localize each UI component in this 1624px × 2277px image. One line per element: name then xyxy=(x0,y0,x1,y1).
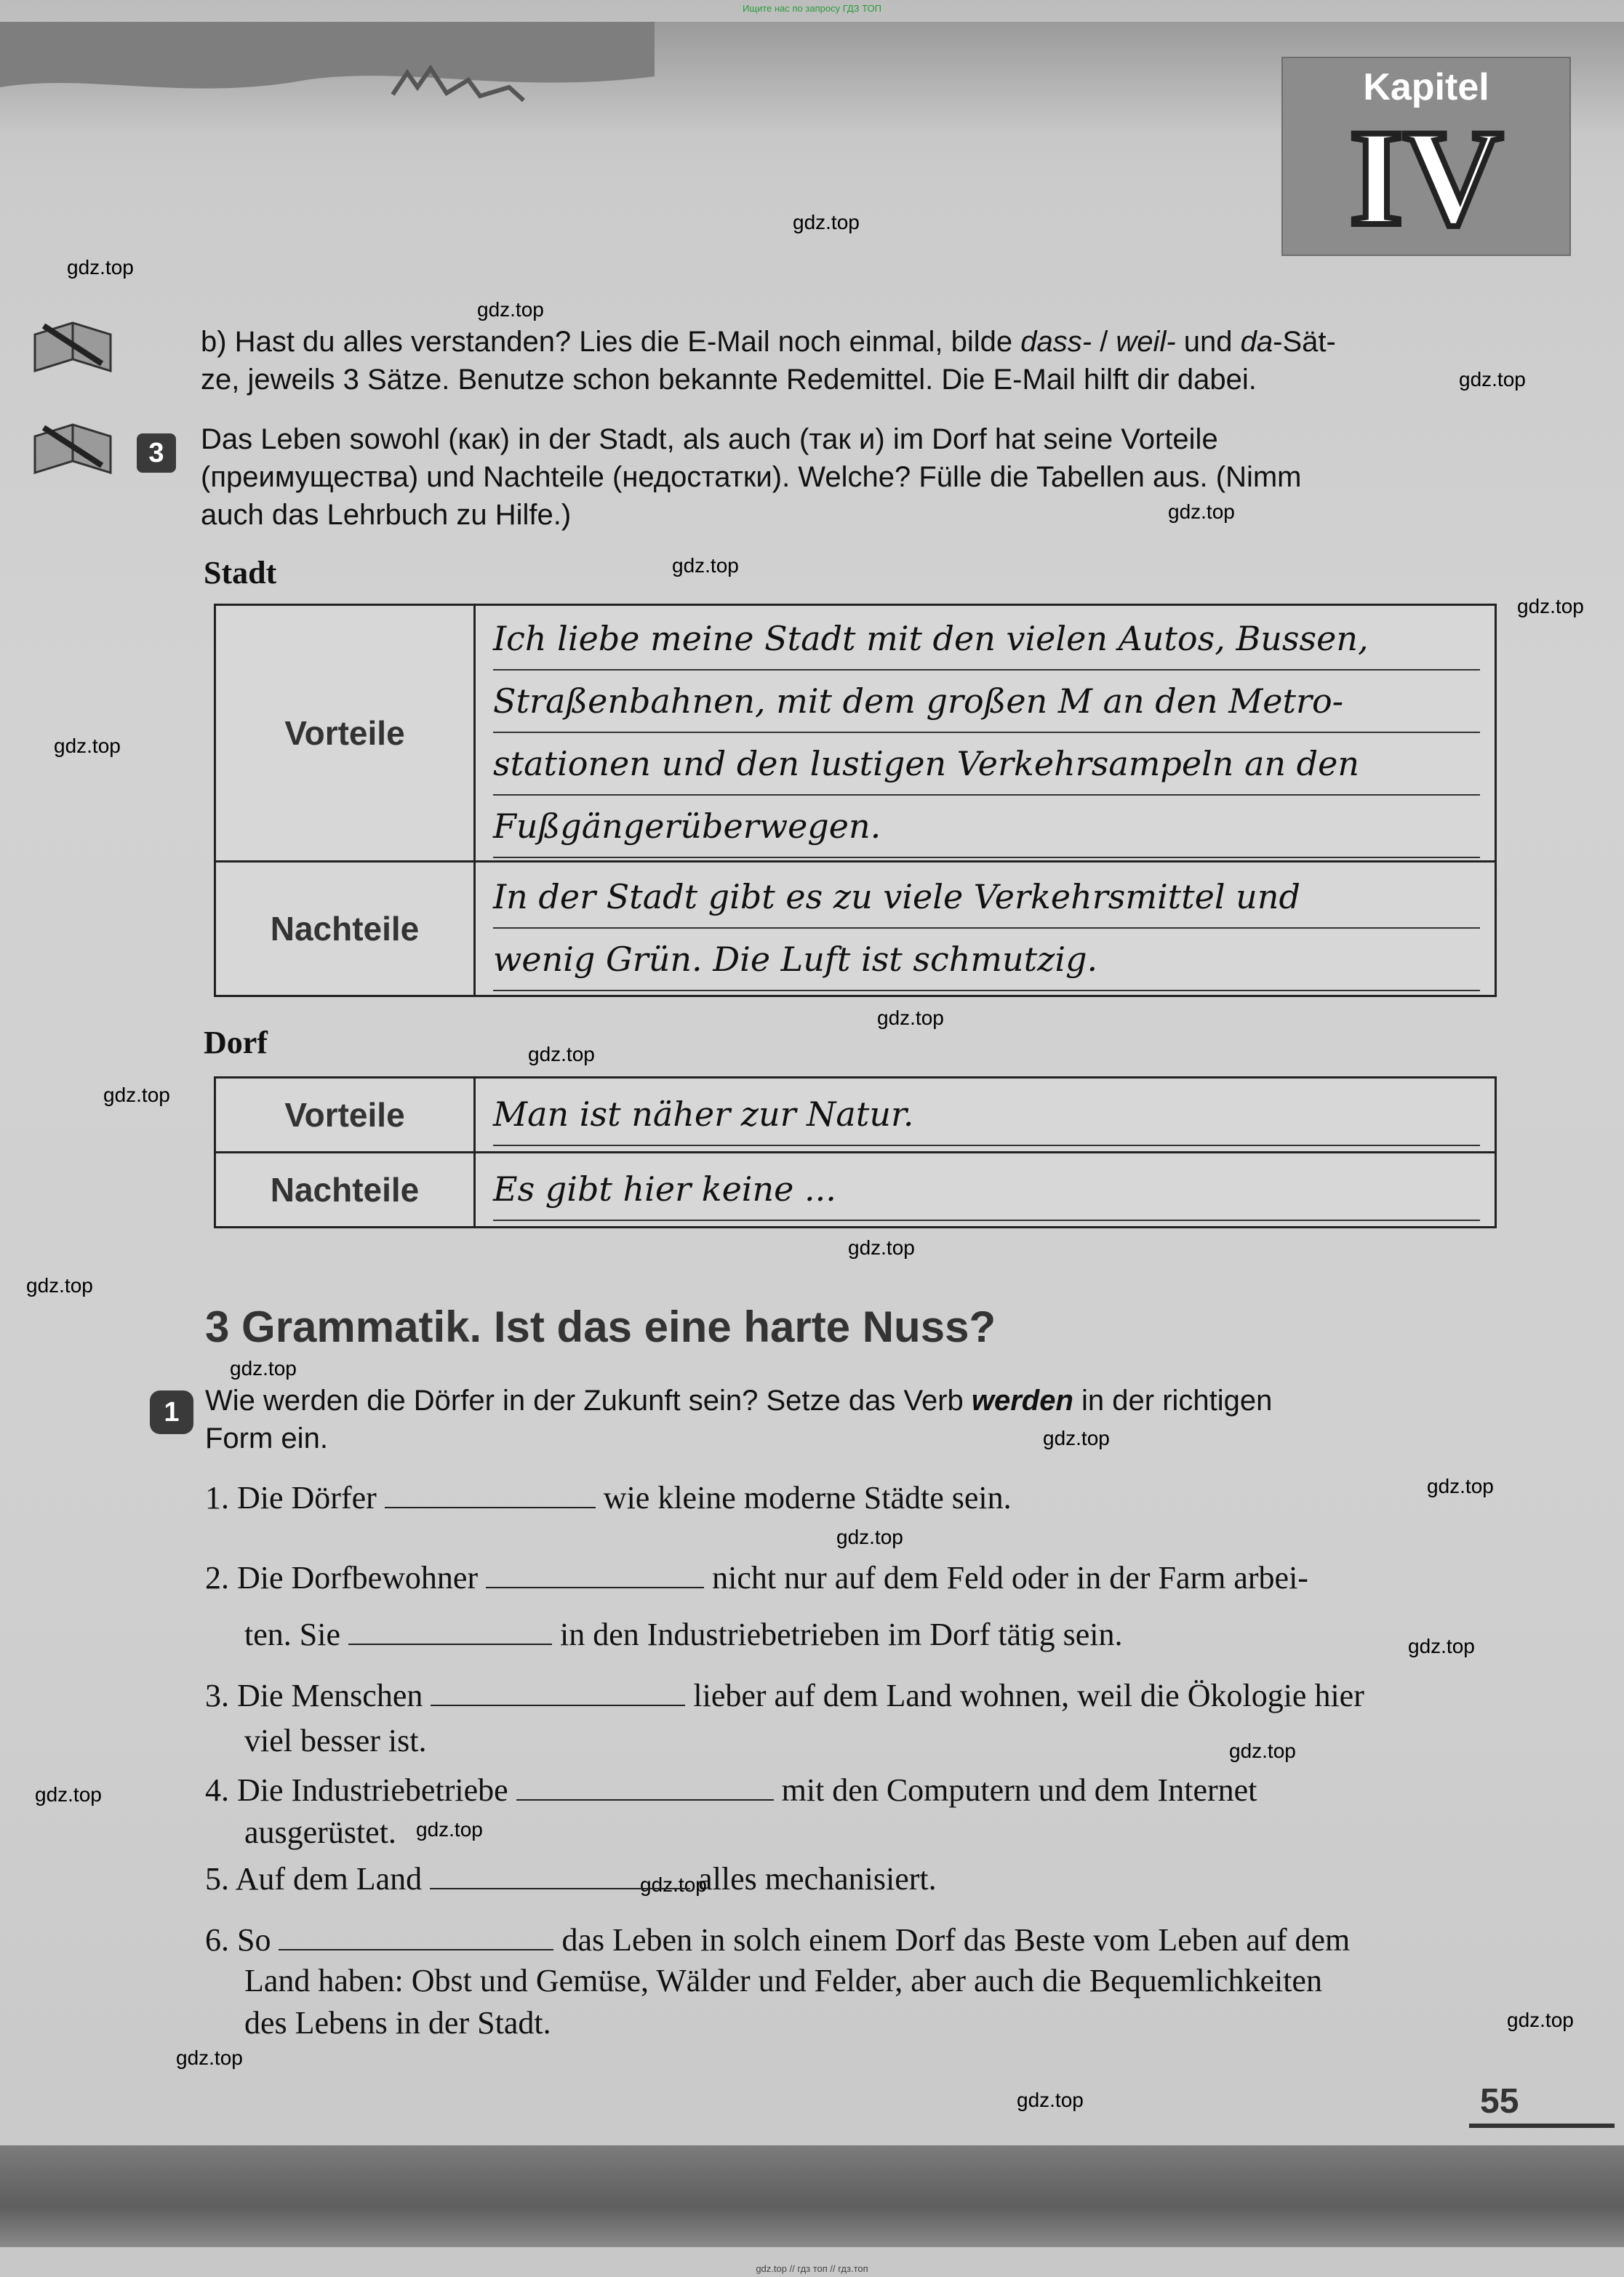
watermark: gdz.top xyxy=(103,1084,170,1106)
watermark: gdz.top xyxy=(793,211,860,233)
answer-blank[interactable] xyxy=(430,1888,690,1889)
answer-blank[interactable] xyxy=(385,1507,596,1508)
answer-line: Ich liebe meine Stadt mit den vielen Autos, Bussen, xyxy=(493,608,1480,671)
grammar-section-title: 3 Grammatik. Ist das eine harte Nuss? xyxy=(205,1302,996,1351)
answer-blank[interactable] xyxy=(431,1705,685,1706)
exercise-5: 5. Auf dem Land alles mechanisiert. xyxy=(205,1861,937,1897)
chapter-word: Kapitel xyxy=(1363,66,1489,108)
stadt-table xyxy=(214,604,1497,997)
answer-line: Fußgängerüberwegen. xyxy=(493,796,1480,858)
watermark: gdz.top xyxy=(176,2046,243,2069)
task-3-text: Das Leben sowohl (как) in der Stadt, als auch (так и) im Dorf hat seine Vorteile (преимущества) und Nachteile (недостатки). Welche? Fülle die Tabellen aus. (Nimm auch das Lehrbuch zu Hilfe.) xyxy=(201,423,1302,531)
exercise-4-cont: ausgerüstet. xyxy=(244,1814,396,1850)
watermark: gdz.top xyxy=(1017,2089,1084,2111)
dorf-vorteile-label: Vorteile xyxy=(215,1078,475,1153)
dorf-vorteile-answer[interactable] xyxy=(475,1078,1496,1153)
exercise-2: 2. Die Dorfbewohner nicht nur auf dem Feld oder in der Farm arbei- xyxy=(205,1560,1308,1596)
watermark: gdz.top xyxy=(67,256,134,279)
watermark: gdz.top xyxy=(1229,1740,1296,1762)
watermark: gdz.top xyxy=(1507,2009,1574,2031)
chapter-number: IV xyxy=(1349,115,1503,246)
footer-band xyxy=(0,2145,1624,2247)
task-1-number: 1 xyxy=(150,1390,193,1434)
watermark: gdz.top xyxy=(35,1783,102,1806)
stadt-heading: Stadt xyxy=(204,555,277,591)
watermark: gdz.top xyxy=(1459,368,1526,391)
exercise-3: 3. Die Menschen lieber auf dem Land wohnen, weil die Ökologie hier xyxy=(205,1678,1364,1713)
pencil-book-icon xyxy=(29,415,116,480)
watermark: gdz.top xyxy=(1168,500,1235,523)
watermark: gdz.top xyxy=(54,735,121,757)
stadt-vorteile-row xyxy=(215,605,1496,862)
watermark: gdz.top xyxy=(877,1007,944,1029)
watermark: gdz.top xyxy=(1427,1475,1494,1497)
stadt-nachteile-row xyxy=(215,862,1496,996)
watermark: gdz.top xyxy=(26,1274,93,1297)
dorf-heading: Dorf xyxy=(204,1025,268,1060)
exercise-6-cont: Land haben: Obst und Gemüse, Wälder und Felder, aber auch die Bequemlichkeiten xyxy=(244,1963,1322,1998)
task-3-number: 3 xyxy=(137,433,176,473)
answer-blank[interactable] xyxy=(516,1799,774,1801)
stadt-nachteile-answer[interactable] xyxy=(475,862,1496,996)
watermark: gdz.top xyxy=(416,1818,483,1841)
bottom-note: gdz.top // гдз топ // гдз.топ xyxy=(756,2263,868,2274)
dorf-nachteile-answer[interactable] xyxy=(475,1153,1496,1228)
task-b-text: b) Hast du alles verstanden? Lies die E-Mail noch einmal, bilde dass- / weil- und da-Sät- ze, jeweils 3 Sätze. Benutze schon bekannte Redemittel. Die E-Mail hilft dir dabei. xyxy=(201,326,1336,396)
answer-blank[interactable] xyxy=(486,1587,704,1588)
answer-line: stationen und den lustigen Verkehrsampeln an den xyxy=(493,733,1480,796)
task-1-text: Wie werden die Dörfer in der Zukunft sein? Setze das Verb werden in der richtigen Form ein. xyxy=(205,1385,1273,1454)
exercise-6-cont-2: des Lebens in der Stadt. xyxy=(244,2005,551,2041)
top-note: Ищите нас по запросу ГДЗ ТОП xyxy=(743,3,881,14)
watermark: gdz.top xyxy=(848,1236,915,1259)
exercise-3-cont: viel besser ist. xyxy=(244,1723,427,1758)
watermark: gdz.top xyxy=(528,1043,595,1065)
answer-line: wenig Grün. Die Luft ist schmutzig. xyxy=(493,929,1480,991)
stadt-nachteile-label: Nachteile xyxy=(215,862,475,996)
chapter-badge xyxy=(1281,57,1571,256)
dorf-vorteile-row xyxy=(215,1078,1496,1153)
watermark: gdz.top xyxy=(1043,1427,1110,1449)
answer-line: Man ist näher zur Natur. xyxy=(493,1084,1480,1146)
watermark: gdz.top xyxy=(230,1357,297,1380)
dorf-table xyxy=(214,1076,1497,1228)
exercise-4: 4. Die Industriebetriebe mit den Computern und dem Internet xyxy=(205,1772,1257,1808)
watermark: gdz.top xyxy=(1517,595,1584,617)
stadt-vorteile-answer[interactable] xyxy=(475,605,1496,862)
page-number-rule xyxy=(1469,2124,1615,2128)
watermark: gdz.top xyxy=(836,1526,903,1548)
answer-line: In der Stadt gibt es zu viele Verkehrsmittel und xyxy=(493,866,1480,929)
watermark: gdz.top xyxy=(477,298,544,321)
stadt-vorteile-label: Vorteile xyxy=(215,605,475,862)
answer-blank[interactable] xyxy=(348,1644,552,1645)
exercise-6: 6. So das Leben in solch einem Dorf das Beste vom Leben auf dem xyxy=(205,1922,1351,1958)
watermark: gdz.top xyxy=(1408,1635,1475,1657)
pencil-book-icon xyxy=(29,313,116,378)
answer-blank[interactable] xyxy=(279,1949,553,1950)
exercise-2-cont: ten. Sie in den Industriebetrieben im Dorf tätig sein. xyxy=(244,1617,1123,1652)
page-number: 55 xyxy=(1480,2082,1519,2121)
dorf-nachteile-row xyxy=(215,1153,1496,1228)
exercise-1: 1. Die Dörfer wie kleine moderne Städte sein. xyxy=(205,1480,1012,1516)
answer-line: Es gibt hier keine ... xyxy=(493,1158,1480,1221)
chapter-number-graphic xyxy=(1305,115,1548,246)
answer-line: Straßenbahnen, mit dem großen M an den Metro- xyxy=(493,671,1480,733)
watermark: gdz.top xyxy=(672,554,739,577)
dorf-nachteile-label: Nachteile xyxy=(215,1153,475,1228)
watermark: gdz.top xyxy=(640,1873,707,1896)
